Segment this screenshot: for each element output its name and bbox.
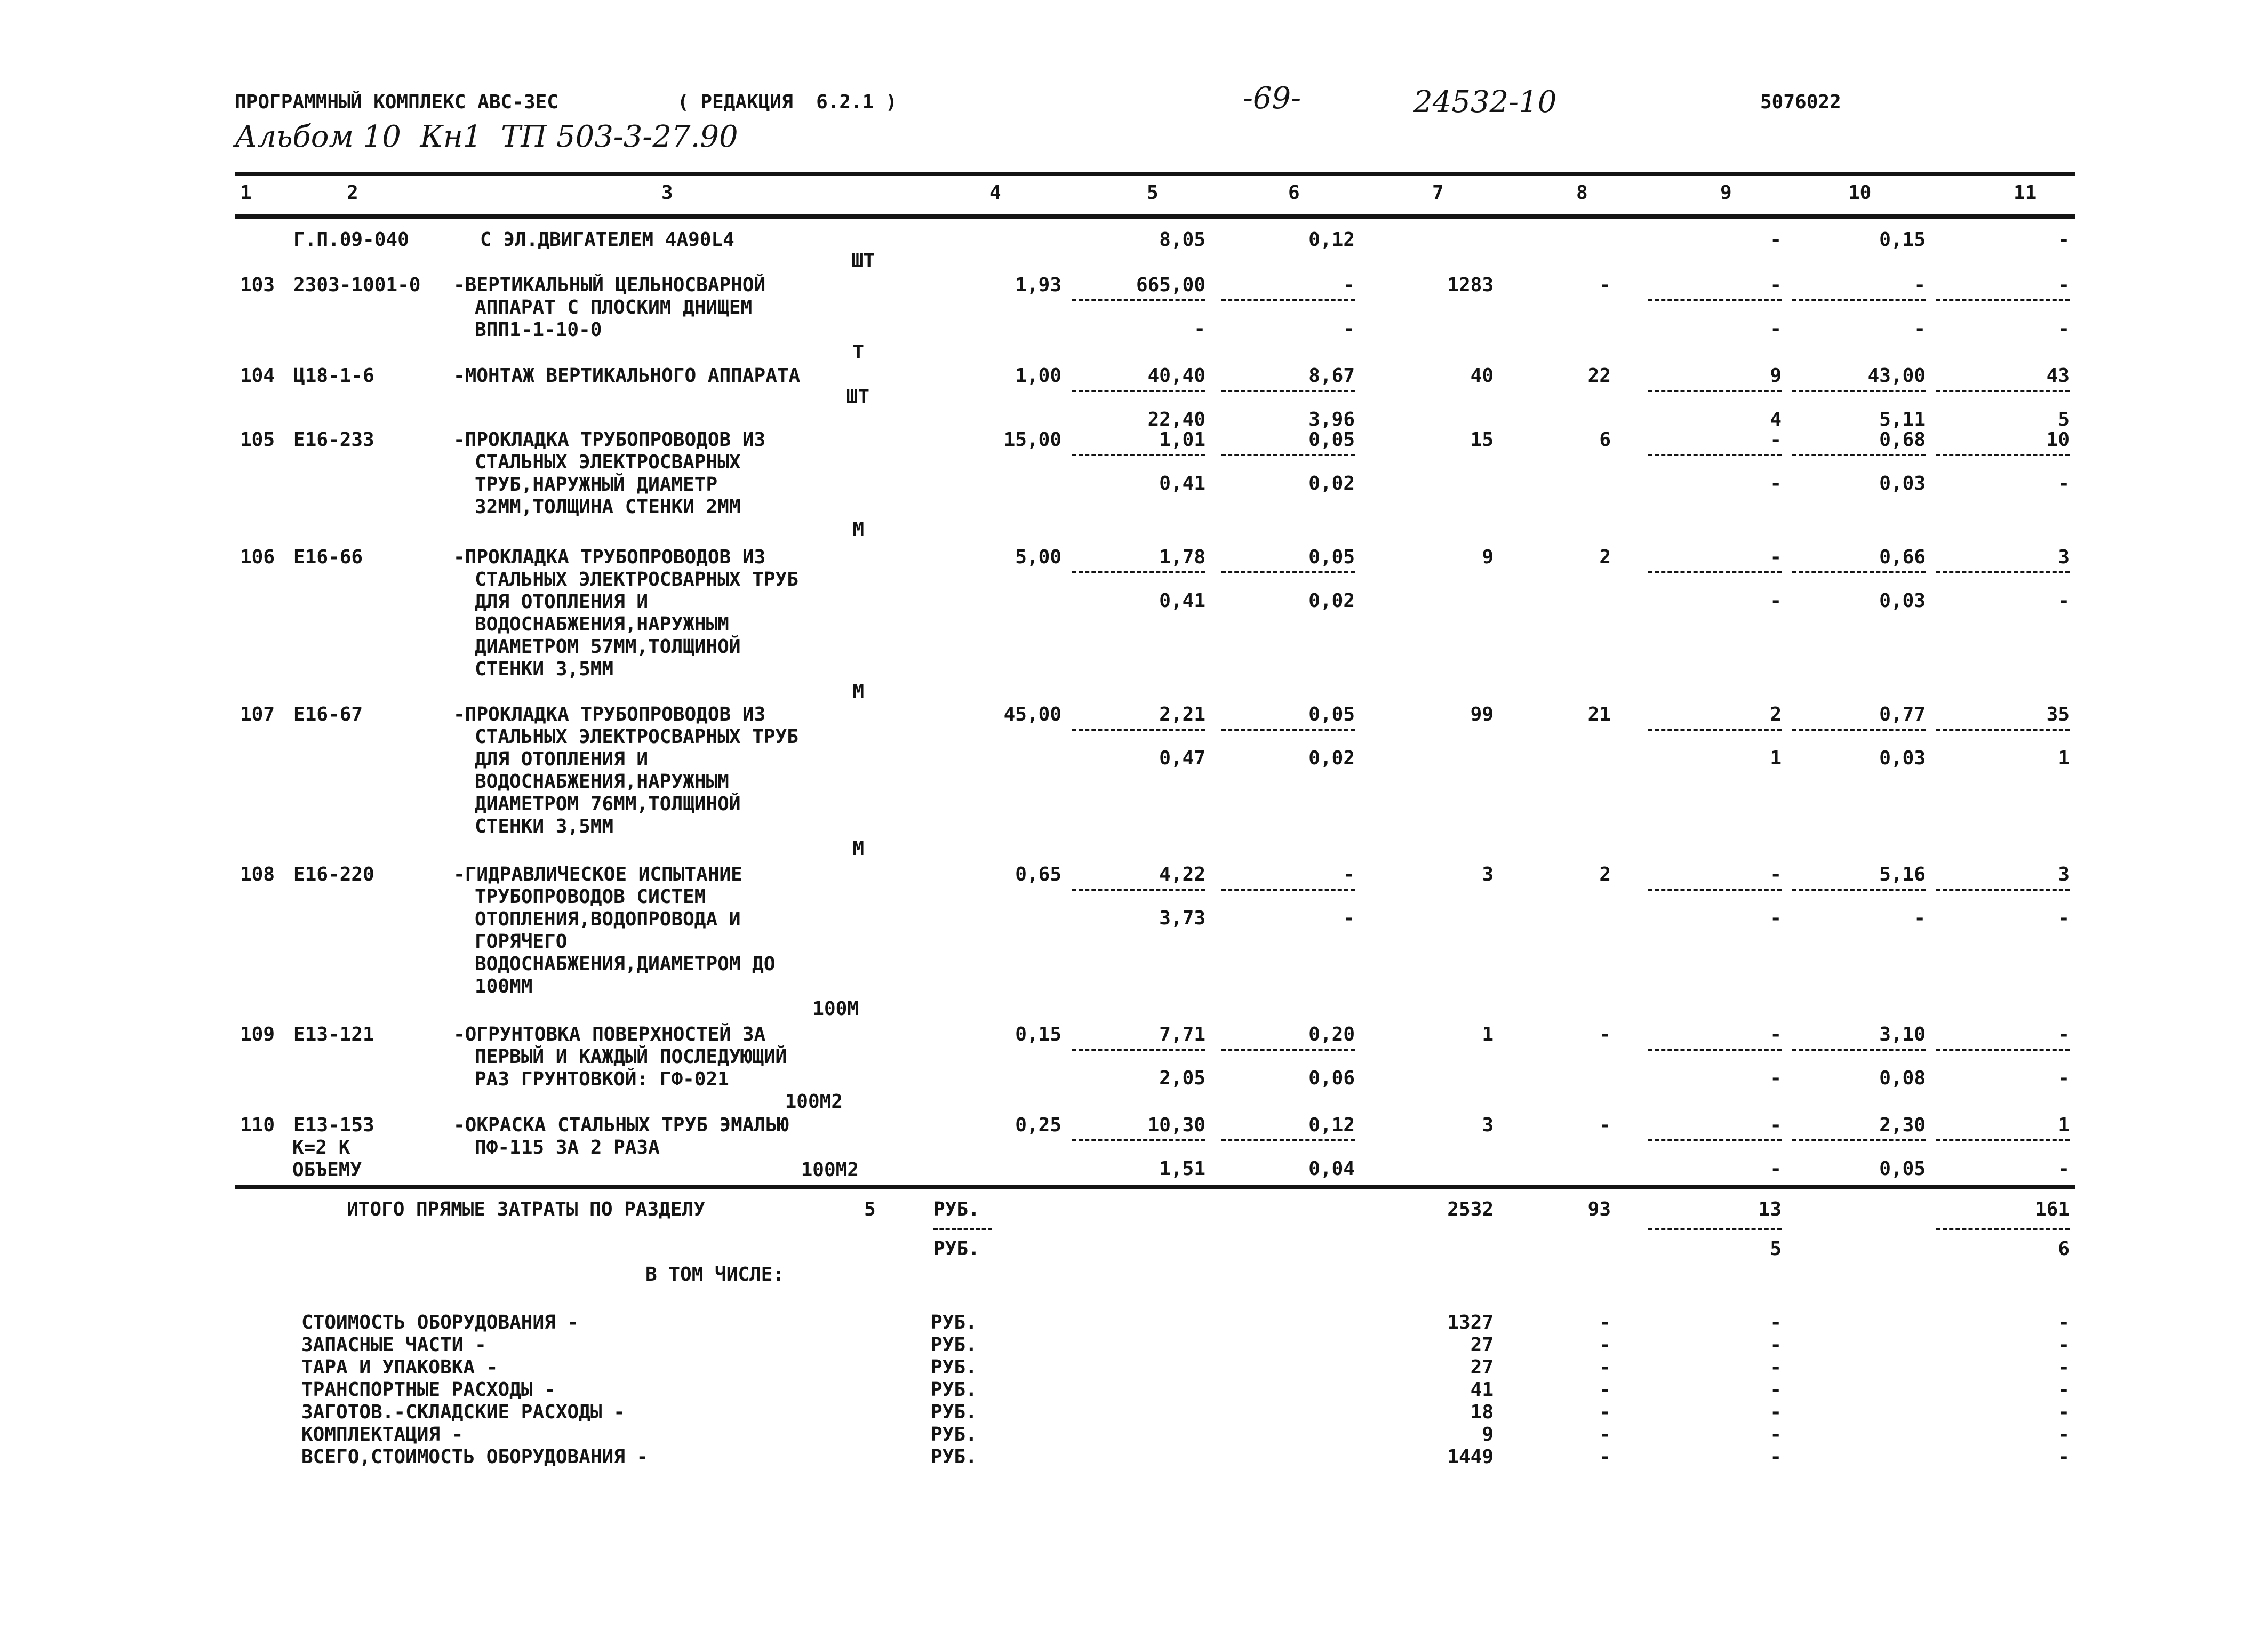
labour-per-unit-lower: 0,03 <box>1879 590 1926 612</box>
fraction-separator <box>1221 571 1355 573</box>
work-description: СТЕНКИ 3,5ММ <box>475 658 614 680</box>
fraction-separator <box>1072 454 1205 456</box>
machines-wages-lower: - <box>1770 590 1782 612</box>
fraction-separator <box>1936 889 2070 891</box>
page-number: -69- <box>1243 81 1301 116</box>
labour-per-unit-lower: 5,11 <box>1879 409 1926 430</box>
labour-per-unit: 2,30 <box>1879 1114 1926 1136</box>
equipment-cost-unit: РУБ. <box>931 1334 977 1356</box>
labour-total-lower: - <box>2058 907 2070 929</box>
labour-total: 43 <box>2046 365 2070 387</box>
unit-cost-mach-wages: - <box>1343 318 1355 340</box>
work-description: -ОГРУНТОВКА ПОВЕРХНОСТЕЙ ЗА <box>453 1024 766 1045</box>
machines-wages: - <box>1770 429 1782 451</box>
equipment-cost-unit: РУБ. <box>931 1356 977 1378</box>
work-description: СТАЛЬНЫХ ЭЛЕКТРОСВАРНЫХ ТРУБ <box>475 569 798 590</box>
fraction-separator <box>1936 299 2070 301</box>
equipment-machines: - <box>1770 1356 1782 1378</box>
labour-per-unit: 0,68 <box>1879 429 1926 451</box>
work-description: ТРУБ,НАРУЖНЫЙ ДИАМЕТР <box>475 474 718 496</box>
work-description: ГОРЯЧЕГО <box>475 931 568 953</box>
column-header-1: 1 <box>240 182 252 204</box>
total-cost: 3 <box>1482 1114 1494 1136</box>
machines-wages-lower: 1 <box>1770 747 1782 769</box>
equipment-cost-label: ВСЕГО,СТОИМОСТЬ ОБОРУДОВАНИЯ - <box>301 1446 649 1468</box>
equipment-cost-unit: РУБ. <box>931 1424 977 1445</box>
equipment-cost-value: 41 <box>1470 1379 1494 1401</box>
program-edition: ( РЕДАКЦИЯ 6.2.1 ) <box>677 91 897 113</box>
equipment-wages: - <box>1599 1379 1611 1401</box>
unit-cost-machines: 0,05 <box>1308 546 1355 568</box>
row-number: 108 <box>240 864 275 885</box>
equipment-labour: - <box>2058 1401 2070 1423</box>
quantity: 1,93 <box>1015 274 1061 296</box>
equipment-cost-label: СТОИМОСТЬ ОБОРУДОВАНИЯ - <box>301 1312 579 1333</box>
rate-code: Г.П.09-040 <box>293 229 409 251</box>
machines-wages-lower: - <box>1770 473 1782 494</box>
machines-wages: - <box>1770 864 1782 885</box>
fraction-separator <box>1936 454 2070 456</box>
document-number: 24532-10 <box>1413 85 1557 119</box>
work-description: СТЕНКИ 3,5ММ <box>475 816 614 837</box>
labour-per-unit-lower: 0,03 <box>1879 473 1926 494</box>
row-number: 104 <box>240 365 275 387</box>
fraction-separator <box>1792 454 1926 456</box>
fraction-separator <box>1648 1139 1782 1141</box>
rate-code: Ц18-1-6 <box>293 365 374 387</box>
machines-wages-lower: - <box>1770 1158 1782 1180</box>
unit-cost-mach-wages: 0,06 <box>1308 1067 1355 1089</box>
labour-total-lower: - <box>2058 1158 2070 1180</box>
labour-per-unit: 3,10 <box>1879 1024 1926 1045</box>
labour-per-unit-lower: - <box>1914 907 1926 929</box>
column-header-10: 10 <box>1848 182 1872 204</box>
fraction-separator <box>1648 729 1782 731</box>
equipment-machines: - <box>1770 1446 1782 1468</box>
column-header-6: 6 <box>1288 182 1300 204</box>
unit-cost-mach-wages: 0,02 <box>1308 590 1355 612</box>
equipment-cost-value: 9 <box>1482 1424 1494 1445</box>
machines-wages-lower: - <box>1770 318 1782 340</box>
measure-unit: М <box>852 681 864 702</box>
measure-unit: Т <box>852 341 864 363</box>
machines-wages: - <box>1770 546 1782 568</box>
equipment-labour: - <box>2058 1334 2070 1356</box>
labour-total-lower: - <box>2058 1067 2070 1089</box>
labour-per-unit: 5,16 <box>1879 864 1926 885</box>
equipment-labour: - <box>2058 1379 2070 1401</box>
work-description: -ГИДРАВЛИЧЕСКОЕ ИСПЫТАНИЕ <box>453 864 742 885</box>
unit-cost-mach-wages: - <box>1343 907 1355 929</box>
fraction-separator <box>1221 1139 1355 1141</box>
measure-unit: М <box>852 518 864 540</box>
fraction-separator <box>1072 729 1205 731</box>
labour-total: 10 <box>2046 429 2070 451</box>
work-description: РАЗ ГРУНТОВКОЙ: ГФ-021 <box>475 1068 729 1090</box>
fraction-separator <box>1648 299 1782 301</box>
rate-code-note: ОБЪЕМУ <box>292 1159 362 1181</box>
equipment-cost-unit: РУБ. <box>931 1312 977 1333</box>
work-description: ВПП1-1-10-0 <box>475 319 602 341</box>
equipment-machines: - <box>1770 1312 1782 1333</box>
rate-code: Е16-66 <box>293 546 363 568</box>
unit-cost-machines: 0,12 <box>1308 1114 1355 1136</box>
equipment-machines: - <box>1770 1379 1782 1401</box>
fraction-separator <box>1648 1228 1782 1230</box>
equipment-wages: - <box>1599 1356 1611 1378</box>
equipment-wages: - <box>1599 1312 1611 1333</box>
labour-per-unit: 0,77 <box>1879 704 1926 725</box>
work-description: С ЭЛ.ДВИГАТЕЛЕМ 4А90L4 <box>480 229 734 251</box>
album-reference: Альбом 10 Кн1 ТП 503-3-27.90 <box>235 119 738 154</box>
table-top-rule <box>235 172 2075 176</box>
total-wages: 6 <box>1599 429 1611 451</box>
labour-total: - <box>2058 229 2070 251</box>
unit-cost-total: 1,78 <box>1159 546 1205 568</box>
fraction-separator <box>1648 1049 1782 1051</box>
equipment-cost-value: 18 <box>1470 1401 1494 1423</box>
unit-cost-total: 1,01 <box>1159 429 1205 451</box>
labour-total: 1 <box>2058 1114 2070 1136</box>
fraction-separator <box>1648 571 1782 573</box>
fraction-separator <box>1072 889 1205 891</box>
fraction-separator <box>1936 1139 2070 1141</box>
work-description: ДЛЯ ОТОПЛЕНИЯ И <box>475 748 649 770</box>
total-cost: 40 <box>1470 365 1494 387</box>
fraction-separator <box>1792 1139 1926 1141</box>
fraction-separator <box>1072 390 1205 392</box>
row-number: 110 <box>240 1114 275 1136</box>
equipment-wages: - <box>1599 1334 1611 1356</box>
labour-total: 35 <box>2046 704 2070 725</box>
work-description: ПЕРВЫЙ И КАЖДЫЙ ПОСЛЕДУЮЩИЙ <box>475 1046 787 1068</box>
machines-wages-lower: 4 <box>1770 409 1782 430</box>
work-description: -МОНТАЖ ВЕРТИКАЛЬНОГО АППАРАТА <box>453 365 801 387</box>
work-description: ОТОПЛЕНИЯ,ВОДОПРОВОДА И <box>475 908 741 930</box>
equipment-labour: - <box>2058 1446 2070 1468</box>
equipment-wages: - <box>1599 1401 1611 1423</box>
work-description: 32ММ,ТОЛЩИНА СТЕНКИ 2ММ <box>475 496 741 518</box>
total-cost: 99 <box>1470 704 1494 725</box>
work-description: ПФ-115 ЗА 2 РАЗА <box>475 1137 660 1158</box>
fraction-separator <box>1792 1049 1926 1051</box>
fraction-separator <box>1221 729 1355 731</box>
unit-cost-mach-wages: 3,96 <box>1308 409 1355 430</box>
unit-cost-total: 8,05 <box>1159 229 1205 251</box>
unit-cost-machines: - <box>1343 274 1355 296</box>
unit-cost-total: 2,21 <box>1159 704 1205 725</box>
column-header-11: 11 <box>2014 182 2037 204</box>
totals-rule <box>235 1185 2075 1189</box>
machines-wages: - <box>1770 229 1782 251</box>
machines-wages-lower: - <box>1770 907 1782 929</box>
equipment-cost-value: 1327 <box>1447 1312 1494 1333</box>
fraction-separator <box>1792 299 1926 301</box>
equipment-cost-value: 27 <box>1470 1356 1494 1378</box>
fraction-separator <box>1792 889 1926 891</box>
fraction-separator <box>1792 571 1926 573</box>
total-wages: - <box>1599 274 1611 296</box>
unit-cost-machines: 8,67 <box>1308 365 1355 387</box>
work-description: СТАЛЬНЫХ ЭЛЕКТРОСВАРНЫХ <box>475 451 741 473</box>
total-wages: 21 <box>1587 704 1611 725</box>
rate-code-note: К=2 К <box>292 1137 350 1158</box>
quantity: 45,00 <box>1003 704 1061 725</box>
unit-cost-machines: 0,12 <box>1308 229 1355 251</box>
labour-per-unit: 0,15 <box>1879 229 1926 251</box>
equipment-wages: - <box>1599 1446 1611 1468</box>
quantity: 5,00 <box>1015 546 1061 568</box>
labour-total: 3 <box>2058 864 2070 885</box>
row-number: 105 <box>240 429 275 451</box>
unit-cost-wages: - <box>1194 318 1205 340</box>
rate-code: Е16-233 <box>293 429 374 451</box>
labour-total-lower: - <box>2058 590 2070 612</box>
work-description: -ВЕРТИКАЛЬНЫЙ ЦЕЛЬНОСВАРНОЙ <box>453 274 766 296</box>
rate-code: Е16-220 <box>293 864 374 885</box>
fraction-separator <box>1072 1139 1205 1141</box>
total-wages: - <box>1599 1114 1611 1136</box>
fraction-separator <box>1648 454 1782 456</box>
rate-code: 2303-1001-0 <box>293 274 421 296</box>
unit-cost-wages: 22,40 <box>1147 409 1205 430</box>
quantity: 0,25 <box>1015 1114 1061 1136</box>
fraction-separator <box>1936 729 2070 731</box>
equipment-cost-label: ТРАНСПОРТНЫЕ РАСХОДЫ - <box>301 1379 556 1401</box>
work-description: ТРУБОПРОВОДОВ СИСТЕМ <box>475 886 706 908</box>
column-header-8: 8 <box>1576 182 1588 204</box>
fraction-separator <box>1221 1049 1355 1051</box>
equipment-cost-unit: РУБ. <box>931 1401 977 1423</box>
unit-cost-total: 10,30 <box>1147 1114 1205 1136</box>
work-description: ВОДОСНАБЖЕНИЯ,НАРУЖНЫМ <box>475 771 729 793</box>
unit-cost-wages: 3,73 <box>1159 907 1205 929</box>
unit-cost-machines: 0,20 <box>1308 1024 1355 1045</box>
unit-cost-mach-wages: 0,02 <box>1308 473 1355 494</box>
fraction-separator <box>1936 571 2070 573</box>
work-description: ВОДОСНАБЖЕНИЯ,НАРУЖНЫМ <box>475 613 729 635</box>
fraction-separator <box>1648 390 1782 392</box>
unit-cost-machines: 0,05 <box>1308 704 1355 725</box>
equipment-wages: - <box>1599 1424 1611 1445</box>
totals-section: 5 <box>864 1198 876 1220</box>
total-cost: 1 <box>1482 1024 1494 1045</box>
machines-wages: 2 <box>1770 704 1782 725</box>
labour-per-unit-lower: 0,08 <box>1879 1067 1926 1089</box>
quantity: 0,15 <box>1015 1024 1061 1045</box>
measure-unit: ШТ <box>851 250 875 272</box>
machines-wages: - <box>1770 1114 1782 1136</box>
total-wages: 2 <box>1599 546 1611 568</box>
row-number: 106 <box>240 546 275 568</box>
work-description: -ПРОКЛАДКА ТРУБОПРОВОДОВ ИЗ <box>453 704 766 725</box>
fraction-separator <box>1221 299 1355 301</box>
total-cost: 15 <box>1470 429 1494 451</box>
labour-per-unit: - <box>1914 274 1926 296</box>
labour-total: 3 <box>2058 546 2070 568</box>
unit-cost-total: 4,22 <box>1159 864 1205 885</box>
totals-labour: 161 <box>2034 1198 2070 1220</box>
unit-cost-wages: 0,47 <box>1159 747 1205 769</box>
labour-per-unit-lower: 0,03 <box>1879 747 1926 769</box>
rate-code: Е16-67 <box>293 704 363 725</box>
equipment-labour: - <box>2058 1312 2070 1333</box>
fraction-separator <box>1072 299 1205 301</box>
totals-labour-lower: 6 <box>2058 1238 2070 1260</box>
document-code: 5076022 <box>1760 91 1841 113</box>
row-number: 109 <box>240 1024 275 1045</box>
work-description: АППАРАТ С ПЛОСКИМ ДНИЩЕМ <box>475 297 753 318</box>
fraction-separator <box>1072 1049 1205 1051</box>
equipment-cost-label: ЗАГОТОВ.-СКЛАДСКИЕ РАСХОДЫ - <box>301 1401 625 1423</box>
row-number: 103 <box>240 274 275 296</box>
column-header-2: 2 <box>347 182 358 204</box>
unit-cost-total: 7,71 <box>1159 1024 1205 1045</box>
equipment-cost-label: ЗАПАСНЫЕ ЧАСТИ - <box>301 1334 486 1356</box>
measure-unit: 100М <box>812 998 859 1020</box>
total-wages: 2 <box>1599 864 1611 885</box>
unit-cost-wages: 1,51 <box>1159 1158 1205 1180</box>
work-description: -ОКРАСКА СТАЛЬНЫХ ТРУБ ЭМАЛЬЮ <box>453 1114 789 1136</box>
total-cost: 3 <box>1482 864 1494 885</box>
labour-total: - <box>2058 1024 2070 1045</box>
totals-machines: 13 <box>1758 1198 1782 1220</box>
unit-cost-total: 40,40 <box>1147 365 1205 387</box>
equipment-cost-label: ТАРА И УПАКОВКА - <box>301 1356 498 1378</box>
equipment-cost-label: КОМПЛЕКТАЦИЯ - <box>301 1424 464 1445</box>
work-description: СТАЛЬНЫХ ЭЛЕКТРОСВАРНЫХ ТРУБ <box>475 726 798 748</box>
column-header-5: 5 <box>1147 182 1159 204</box>
equipment-machines: - <box>1770 1334 1782 1356</box>
rate-code: Е13-153 <box>293 1114 374 1136</box>
fraction-separator <box>1936 1228 2070 1230</box>
total-wages: 22 <box>1587 365 1611 387</box>
column-header-9: 9 <box>1720 182 1732 204</box>
machines-wages: - <box>1770 274 1782 296</box>
equipment-labour: - <box>2058 1424 2070 1445</box>
work-description: -ПРОКЛАДКА ТРУБОПРОВОДОВ ИЗ <box>453 429 766 451</box>
labour-total-lower: 5 <box>2058 409 2070 430</box>
unit-cost-mach-wages: 0,02 <box>1308 747 1355 769</box>
unit-cost-mach-wages: 0,04 <box>1308 1158 1355 1180</box>
total-wages: - <box>1599 1024 1611 1045</box>
unit-cost-wages: 0,41 <box>1159 590 1205 612</box>
machines-wages: 9 <box>1770 365 1782 387</box>
table-header-rule <box>235 214 2075 219</box>
work-description: 100ММ <box>475 976 533 997</box>
measure-unit: 100М2 <box>801 1159 859 1181</box>
labour-per-unit-lower: - <box>1914 318 1926 340</box>
work-description: ДЛЯ ОТОПЛЕНИЯ И <box>475 591 649 613</box>
labour-per-unit-lower: 0,05 <box>1879 1158 1926 1180</box>
labour-total-lower: 1 <box>2058 747 2070 769</box>
equipment-machines: - <box>1770 1401 1782 1423</box>
measure-unit: 100М2 <box>785 1091 843 1113</box>
measure-unit: М <box>852 838 864 860</box>
machines-wages: - <box>1770 1024 1782 1045</box>
fraction-separator <box>1221 889 1355 891</box>
totals-label: ИТОГО ПРЯМЫЕ ЗАТРАТЫ ПО РАЗДЕЛУ <box>347 1198 705 1220</box>
fraction-separator <box>1936 1049 2070 1051</box>
measure-unit: ШТ <box>846 386 869 408</box>
totals-wages: 93 <box>1587 1198 1611 1220</box>
equipment-cost-unit: РУБ. <box>931 1379 977 1401</box>
rate-code: Е13-121 <box>293 1024 374 1045</box>
equipment-cost-value: 27 <box>1470 1334 1494 1356</box>
work-description: ВОДОСНАБЖЕНИЯ,ДИАМЕТРОМ ДО <box>475 953 776 975</box>
equipment-cost-unit: РУБ. <box>931 1446 977 1468</box>
labour-per-unit: 43,00 <box>1867 365 1926 387</box>
fraction-separator <box>1221 390 1355 392</box>
fraction-separator <box>933 1228 992 1230</box>
labour-total-lower: - <box>2058 473 2070 494</box>
fraction-separator <box>1221 454 1355 456</box>
quantity: 1,00 <box>1015 365 1061 387</box>
quantity: 15,00 <box>1003 429 1061 451</box>
fraction-separator <box>1936 390 2070 392</box>
row-number: 107 <box>240 704 275 725</box>
total-cost: 9 <box>1482 546 1494 568</box>
totals-machines-lower: 5 <box>1770 1238 1782 1260</box>
fraction-separator <box>1792 729 1926 731</box>
labour-total-lower: - <box>2058 318 2070 340</box>
labour-per-unit: 0,66 <box>1879 546 1926 568</box>
labour-total: - <box>2058 274 2070 296</box>
quantity: 0,65 <box>1015 864 1061 885</box>
work-description: ДИАМЕТРОМ 76ММ,ТОЛЩИНОЙ <box>475 793 741 815</box>
equipment-machines: - <box>1770 1424 1782 1445</box>
fraction-separator <box>1792 390 1926 392</box>
including-label: В ТОМ ЧИСЛЕ: <box>645 1264 785 1285</box>
work-description: ДИАМЕТРОМ 57ММ,ТОЛЩИНОЙ <box>475 636 741 658</box>
unit-cost-total: 665,00 <box>1136 274 1205 296</box>
column-header-3: 3 <box>661 182 673 204</box>
column-header-4: 4 <box>989 182 1001 204</box>
equipment-cost-value: 1449 <box>1447 1446 1494 1468</box>
unit-cost-machines: 0,05 <box>1308 429 1355 451</box>
equipment-labour: - <box>2058 1356 2070 1378</box>
fraction-separator <box>1072 571 1205 573</box>
program-name: ПРОГРАММНЫЙ КОМПЛЕКС АВС-3ЕС <box>235 91 558 113</box>
totals-cost: 2532 <box>1447 1198 1494 1220</box>
unit-cost-machines: - <box>1343 864 1355 885</box>
column-header-7: 7 <box>1432 182 1444 204</box>
fraction-separator <box>1648 889 1782 891</box>
machines-wages-lower: - <box>1770 1067 1782 1089</box>
unit-cost-wages: 2,05 <box>1159 1067 1205 1089</box>
unit-cost-wages: 0,41 <box>1159 473 1205 494</box>
total-cost: 1283 <box>1447 274 1494 296</box>
totals-unit-lower: РУБ. <box>933 1238 980 1260</box>
totals-unit: РУБ. <box>933 1198 980 1220</box>
work-description: -ПРОКЛАДКА ТРУБОПРОВОДОВ ИЗ <box>453 546 766 568</box>
